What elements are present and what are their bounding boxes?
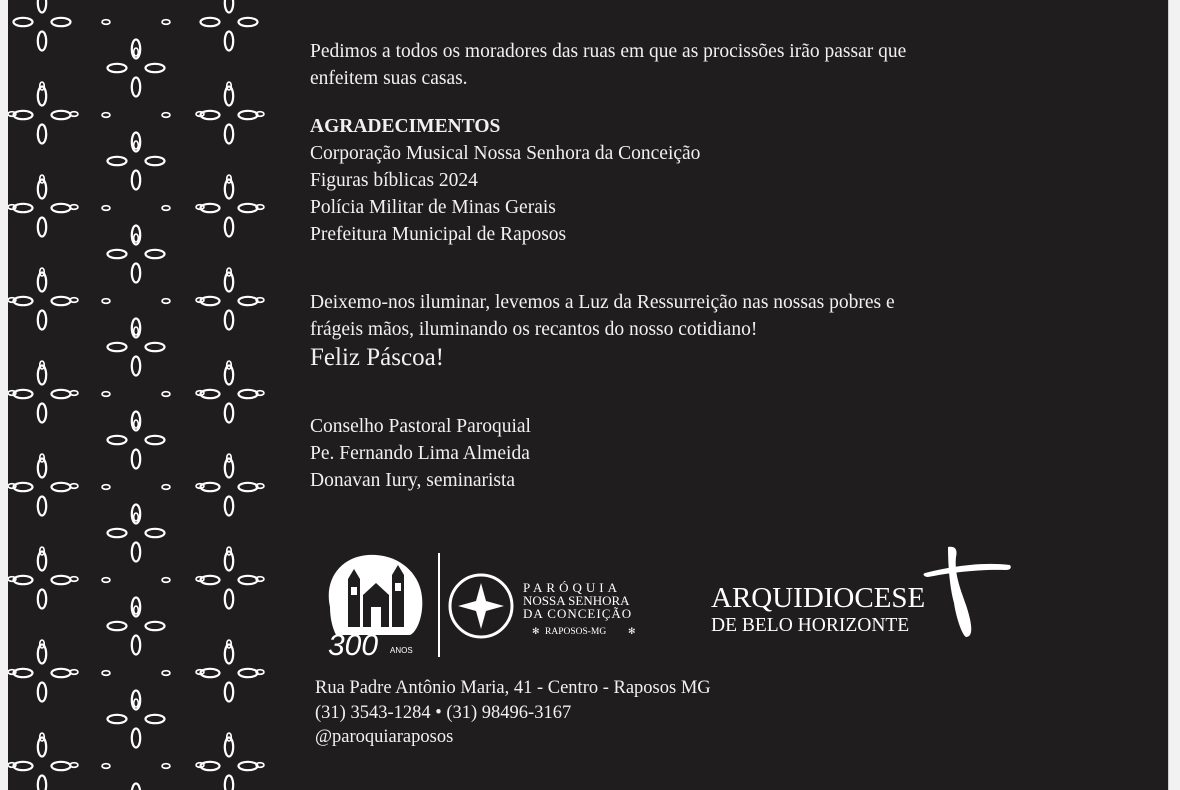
parish-cross-icon [450, 575, 512, 637]
archdiocese-logo [711, 547, 1011, 637]
dot-icon [102, 206, 110, 211]
flower-icon [14, 645, 71, 702]
dot-icon [162, 764, 170, 769]
dot-icon [162, 392, 170, 397]
acknowledgement-item: Corporação Musical Nossa Senhora da Conceição [310, 143, 701, 164]
message-block [310, 289, 895, 373]
dot-icon [102, 671, 110, 676]
dot-icon [102, 764, 110, 769]
flower-icon [14, 459, 71, 516]
intro-line: Pedimos a todos os moradores das ruas em que as procissões irão passar que [310, 41, 907, 62]
dot-icon [102, 113, 110, 118]
dot-icon [134, 699, 139, 707]
svg-text:✻: ✻ [628, 626, 636, 636]
cross-beam-icon [924, 564, 1011, 577]
flower-icon [14, 273, 71, 330]
dot-icon [162, 578, 170, 583]
message-line: frágeis mãos, iluminando os recantos do nosso cotidiano! [310, 319, 758, 340]
easter-greeting: Feliz Páscoa! [310, 344, 444, 371]
dot-icon [134, 141, 139, 149]
flower-icon [201, 180, 258, 237]
signatures-block [310, 413, 531, 494]
flower-icon [14, 180, 71, 237]
flower-icon [201, 366, 258, 423]
flower-icon [201, 552, 258, 609]
flower-icon [108, 784, 165, 790]
dot-icon [134, 48, 139, 56]
svg-text:✻: ✻ [532, 626, 540, 636]
dot-icon [162, 20, 170, 25]
flower-icon [14, 738, 71, 790]
acknowledgements-heading: AGRADECIMENTOS [310, 116, 501, 137]
parish-name-line: NOSSA SENHORA [523, 593, 630, 608]
page-edge [1168, 0, 1180, 790]
dot-icon [102, 392, 110, 397]
anniversary-number: 300 [328, 629, 379, 662]
flower-icon [14, 366, 71, 423]
floral-pattern [8, 0, 278, 790]
flower-icon [201, 87, 258, 144]
dot-icon [134, 513, 139, 521]
acknowledgement-item: Prefeitura Municipal de Raposos [310, 224, 567, 245]
dot-icon [162, 671, 170, 676]
address-text: Rua Padre Antônio Maria, 41 - Centro - Raposos MG [315, 678, 711, 698]
acknowledgement-item: Figuras bíblicas 2024 [310, 170, 478, 191]
instagram-handle: @paroquiaraposos [315, 727, 454, 747]
message-line: Deixemo-nos iluminar, levemos a Luz da Ressurreição nas nossas pobres e [310, 292, 895, 313]
dot-icon [102, 20, 110, 25]
parish-anniversary-logo [328, 555, 422, 662]
archdiocese-name: ARQUIDIOCESE [711, 582, 926, 614]
flower-icon [201, 645, 258, 702]
dot-icon [134, 420, 139, 428]
archdiocese-city: DE BELO HORIZONTE [711, 615, 910, 636]
signature-line: Pe. Fernando Lima Almeida [310, 443, 530, 464]
flower-icon [201, 738, 258, 790]
acknowledgements-block [310, 113, 700, 248]
flower-icon [14, 552, 71, 609]
dot-icon [162, 113, 170, 118]
dot-icon [102, 299, 110, 304]
parish-name-line: PARÓQUIA [523, 580, 621, 595]
phone-text: (31) 3543-1284 • (31) 98496-3167 [315, 702, 572, 723]
logos-area [318, 545, 1018, 665]
acknowledgement-item: Polícia Militar de Minas Gerais [310, 197, 556, 218]
dot-icon [162, 485, 170, 490]
parish-location: RAPOSOS-MG [545, 627, 607, 637]
dot-icon [134, 234, 139, 242]
anniversary-word: ANOS [390, 646, 413, 655]
intro-paragraph [310, 38, 906, 92]
dot-icon [134, 606, 139, 614]
document-page [8, 0, 1168, 790]
signature-line: Conselho Pastoral Paroquial [310, 416, 531, 437]
parish-name-line: DA CONCEIÇÃO [523, 606, 633, 621]
intro-line: enfeitem suas casas. [310, 68, 468, 89]
flower-icon [201, 459, 258, 516]
contact-footer [315, 676, 711, 750]
cross-icon [948, 547, 971, 637]
signature-line: Donavan Iury, seminarista [310, 470, 516, 491]
dot-icon [102, 578, 110, 583]
flower-icon [201, 0, 258, 51]
dot-icon [162, 299, 170, 304]
flower-icon [14, 87, 71, 144]
flower-icon [201, 273, 258, 330]
dot-icon [102, 485, 110, 490]
dot-icon [134, 327, 139, 335]
dot-icon [162, 206, 170, 211]
flower-icon [14, 0, 71, 51]
